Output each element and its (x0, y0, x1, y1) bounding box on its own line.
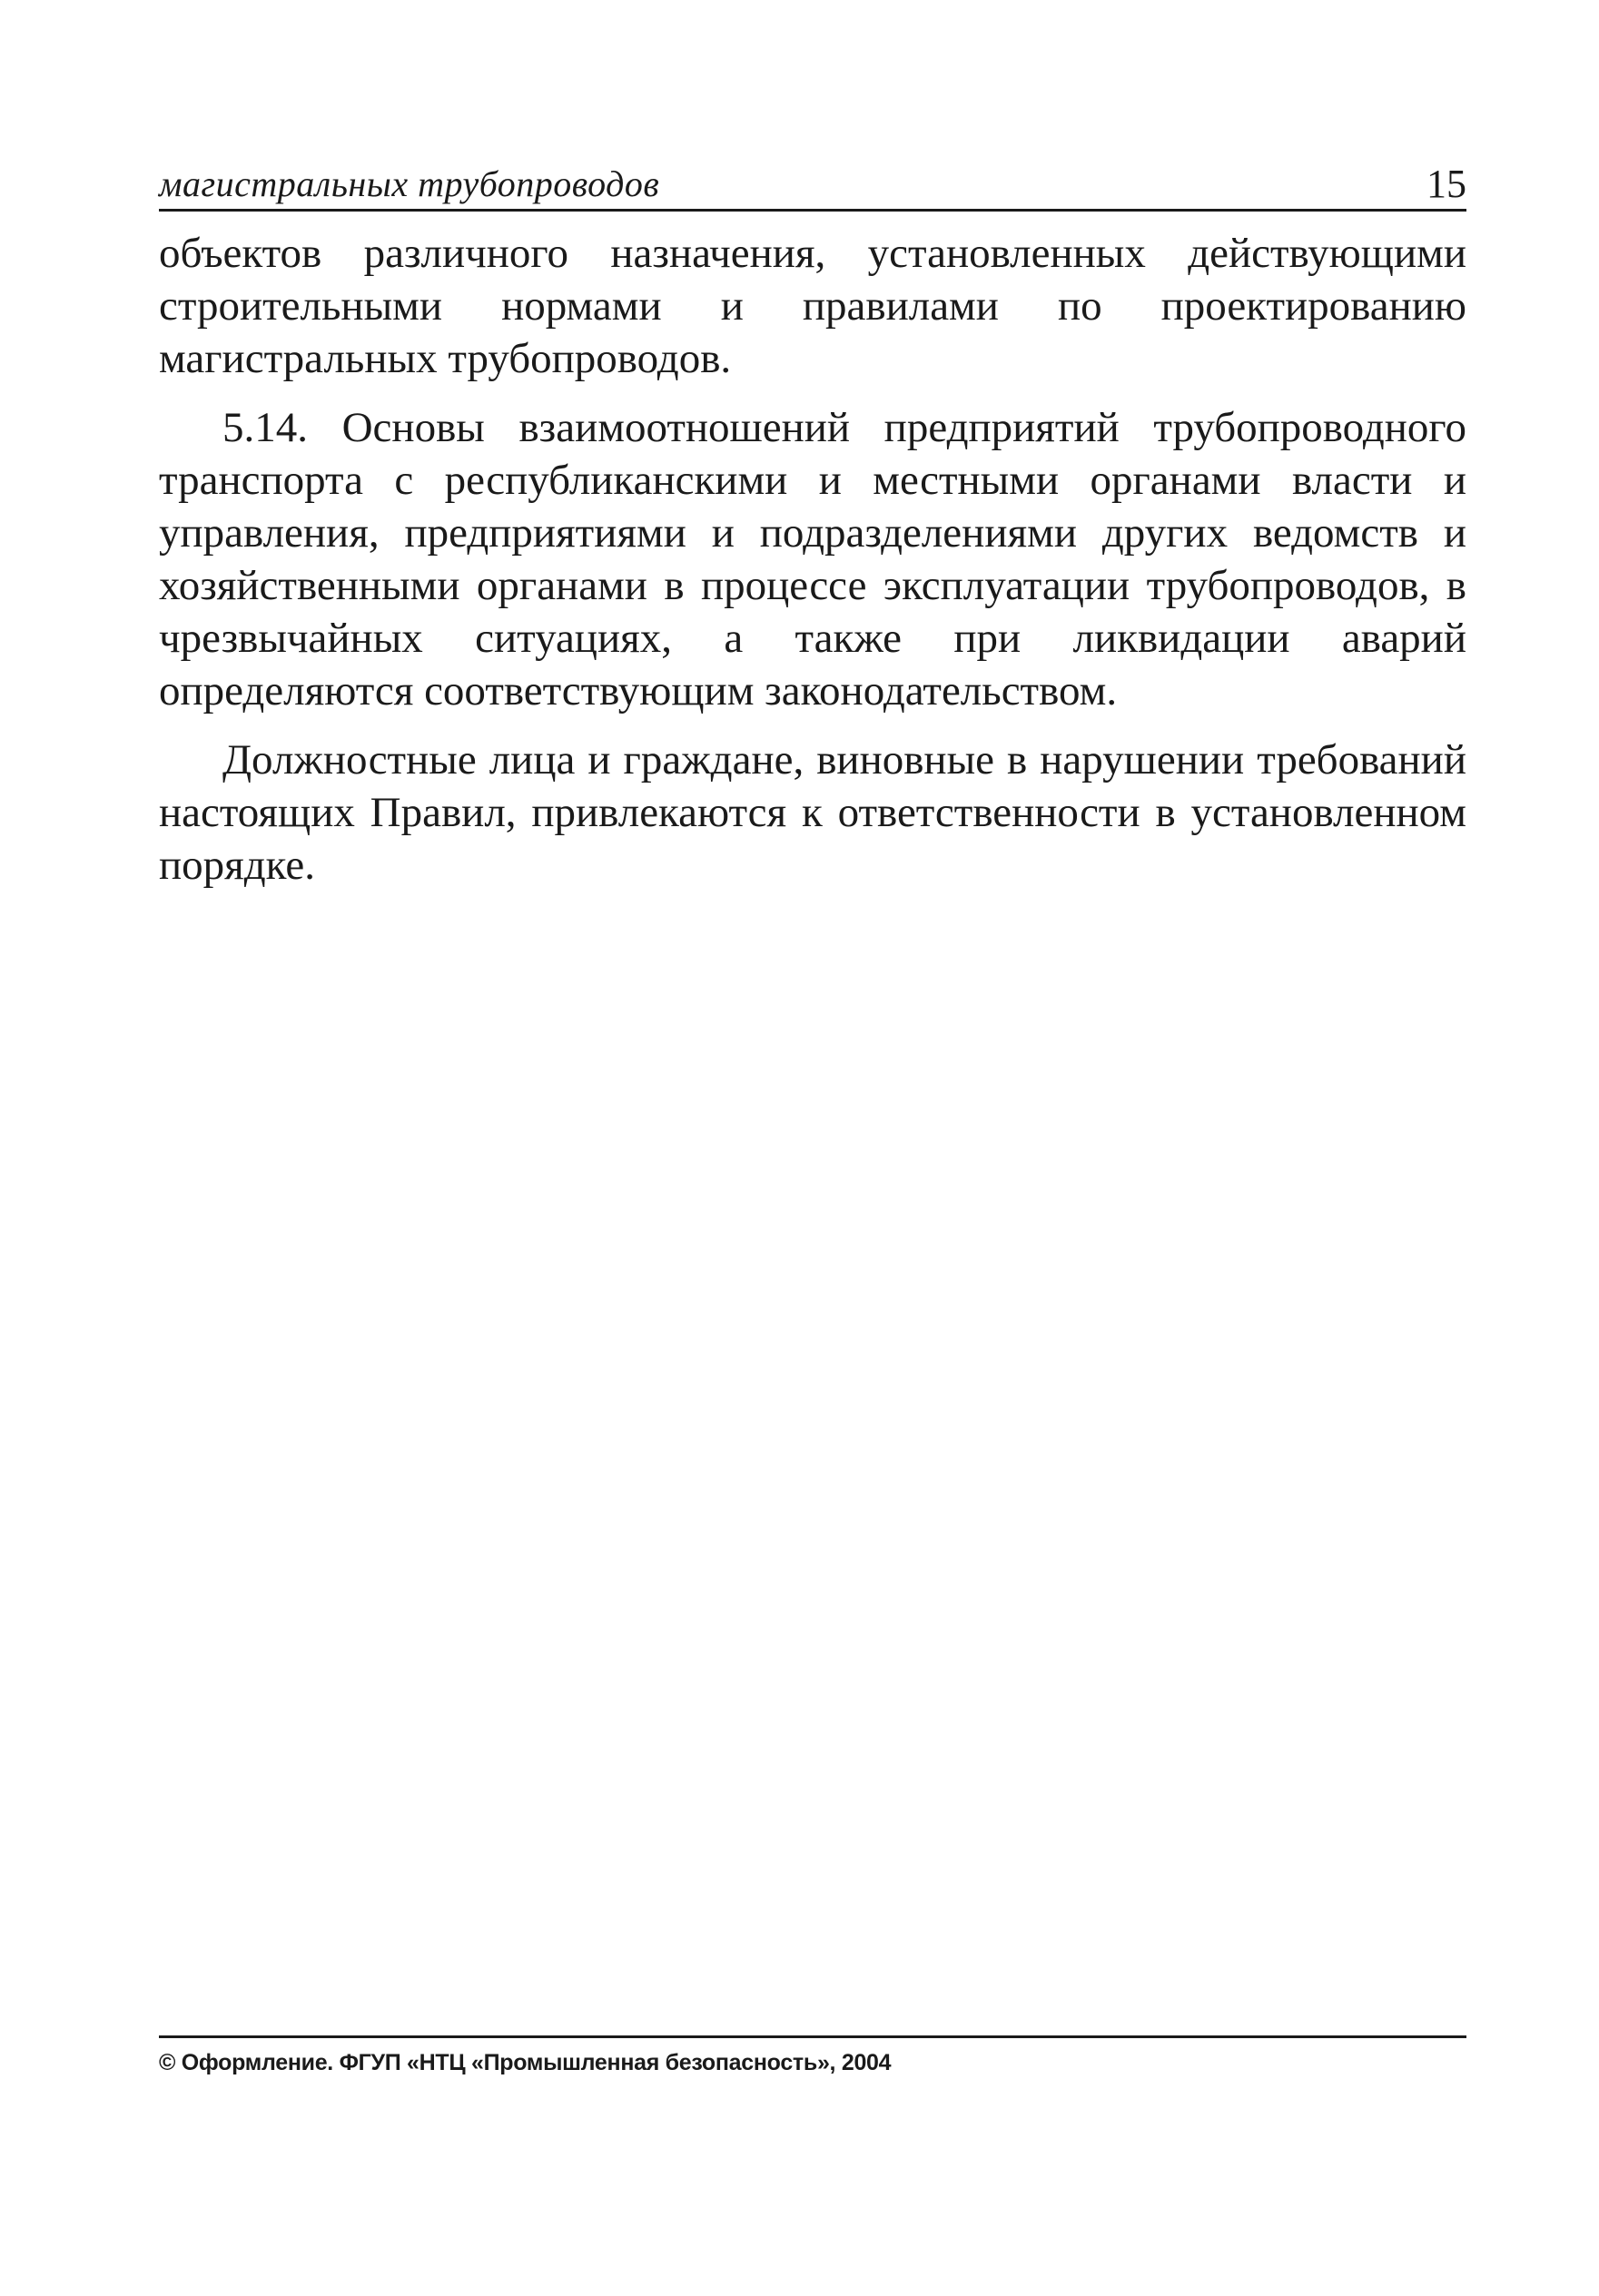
paragraph-responsibility: Должностные лица и граждане, виновные в нарушении требований настоящих Правил, привлекаются к ответственности в установленном порядке. (159, 736, 1466, 889)
paragraph-5-14: 5.14. Основы взаимоотношений предприятий трубопроводного транспорта с республиканскими и местными органами власти и управления, предприятиями и подразделениями других ведомств и хозяйственными органами в процессе эксплуатации трубопроводов, в чрезвычайных ситуациях, а также при ликвидации аварий определяются соответствующим законодательством. (159, 404, 1466, 714)
footer-divider (159, 2035, 1466, 2038)
body-text (159, 227, 1466, 908)
running-header-title: магистральных трубопроводов (159, 163, 660, 204)
copyright-footer: © Оформление. ФГУП «НТЦ «Промышленная безопасность», 2004 (159, 2050, 892, 2075)
paragraph-continuation: объектов различного назначения, установленных действующими строительными нормами и правилами по проектированию магистральных трубопроводов. (159, 230, 1466, 382)
page-number: 15 (1426, 162, 1466, 206)
running-header (159, 163, 1466, 212)
